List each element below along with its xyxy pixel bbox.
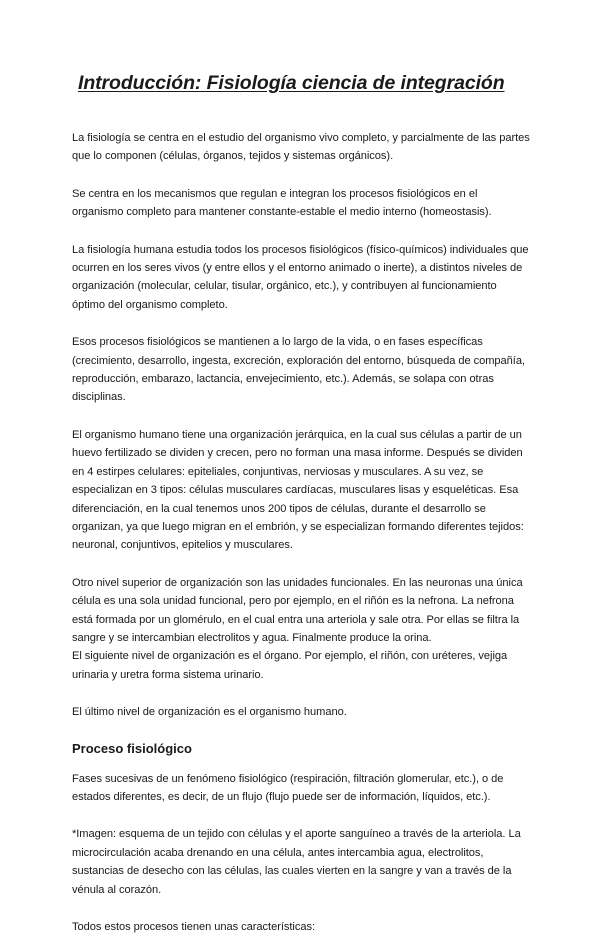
paragraph-definition: La fisiología se centra en el estudio del organismo vivo completo, y parcialmente de las partes que lo componen (células, órganos, tejidos y sistemas orgánicos). [72, 132, 530, 163]
paragraph-functional-units: Otro nivel superior de organización son las unidades funcionales. En las neuronas una única célula es una sola unidad funcional, pero por ejemplo, en el riñón es la nefrona. La nefrona está formada por un glomérulo, en el cual entra una arteriola y sale otra. Por ellas se filtra la sangre y se intercambian electrolitos y agua. Finalmente produce la orina. [72, 576, 523, 644]
paragraph-organism-level: El último nivel de organización es el organismo humano. [72, 706, 347, 719]
document-title: Introducción: Fisiología ciencia de integración [78, 72, 505, 94]
paragraph-organ-level: El siguiente nivel de organización es el órgano. Por ejemplo, el riñón, con uréteres, vejiga urinaria y uretra forma sistema urinario. [72, 650, 508, 681]
paragraph-life-phases: Esos procesos fisiológicos se mantienen a lo largo de la vida, o en fases específicas (crecimiento, desarrollo, ingesta, excreción, exploración del entorno, búsqueda de compañía, reproducción, embarazo, lactancia, envejecimiento, etc.). Además, se solapa con otras disciplinas. [72, 336, 525, 404]
paragraph-process-phases: Fases sucesivas de un fenómeno fisiológico (respiración, filtración glomerular, etc.), o de estados diferentes, es decir, de un flujo (flujo puede ser de información, líquidos, etc.). [72, 772, 504, 803]
paragraph-human-physiology: La fisiología humana estudia todos los procesos fisiológicos (físico-químicos) individuales que ocurren en los seres vivos (y entre ellos y el entorno animado o inerte), a distintos niveles de organización (molecular, celular, tisular, orgánico, etc.), y contribuyen al funcionamiento óptimo del organismo completo. [72, 243, 529, 311]
paragraph-characteristics: Todos estos procesos tienen unas características: [72, 921, 315, 933]
section-heading: Proceso fisiológico [72, 740, 192, 756]
paragraph-homeostasis: Se centra en los mecanismos que regulan e integran los procesos fisiológicos en el organismo completo para mantener constante-estable el medio interno (homeostasis). [72, 187, 492, 219]
paragraph-hierarchical-organization: El organismo humano tiene una organización jerárquica, en la cual sus células a partir de un huevo fertilizado se dividen y crecen, pero no forman una masa informe. Después se dividen en 4 estirpes celulares: epiteliales, conjuntivas, nerviosas y musculares. A su vez, se especializan en 3 tipos: células musculares cardíacas, musculares lisas y esqueléticas. Esa diferenciación, en la cual tenemos unos 200 tipos de células, durante el desarrollo se organizan, ya que luego migran en el embrión, y se especializan formando diferentes tejidos: neuronal, conjuntivos, epitelios y musculares. [72, 428, 524, 552]
paragraph-image-note: *Imagen: esquema de un tejido con células y el aporte sanguíneo a través de la arteriola. La microcirculación acaba drenando en una célula, antes intercambia agua, electrolitos, sustancias de desecho con las células, las cuales vierten en la sangre y van a través de la vénula al corazón. [72, 828, 521, 896]
